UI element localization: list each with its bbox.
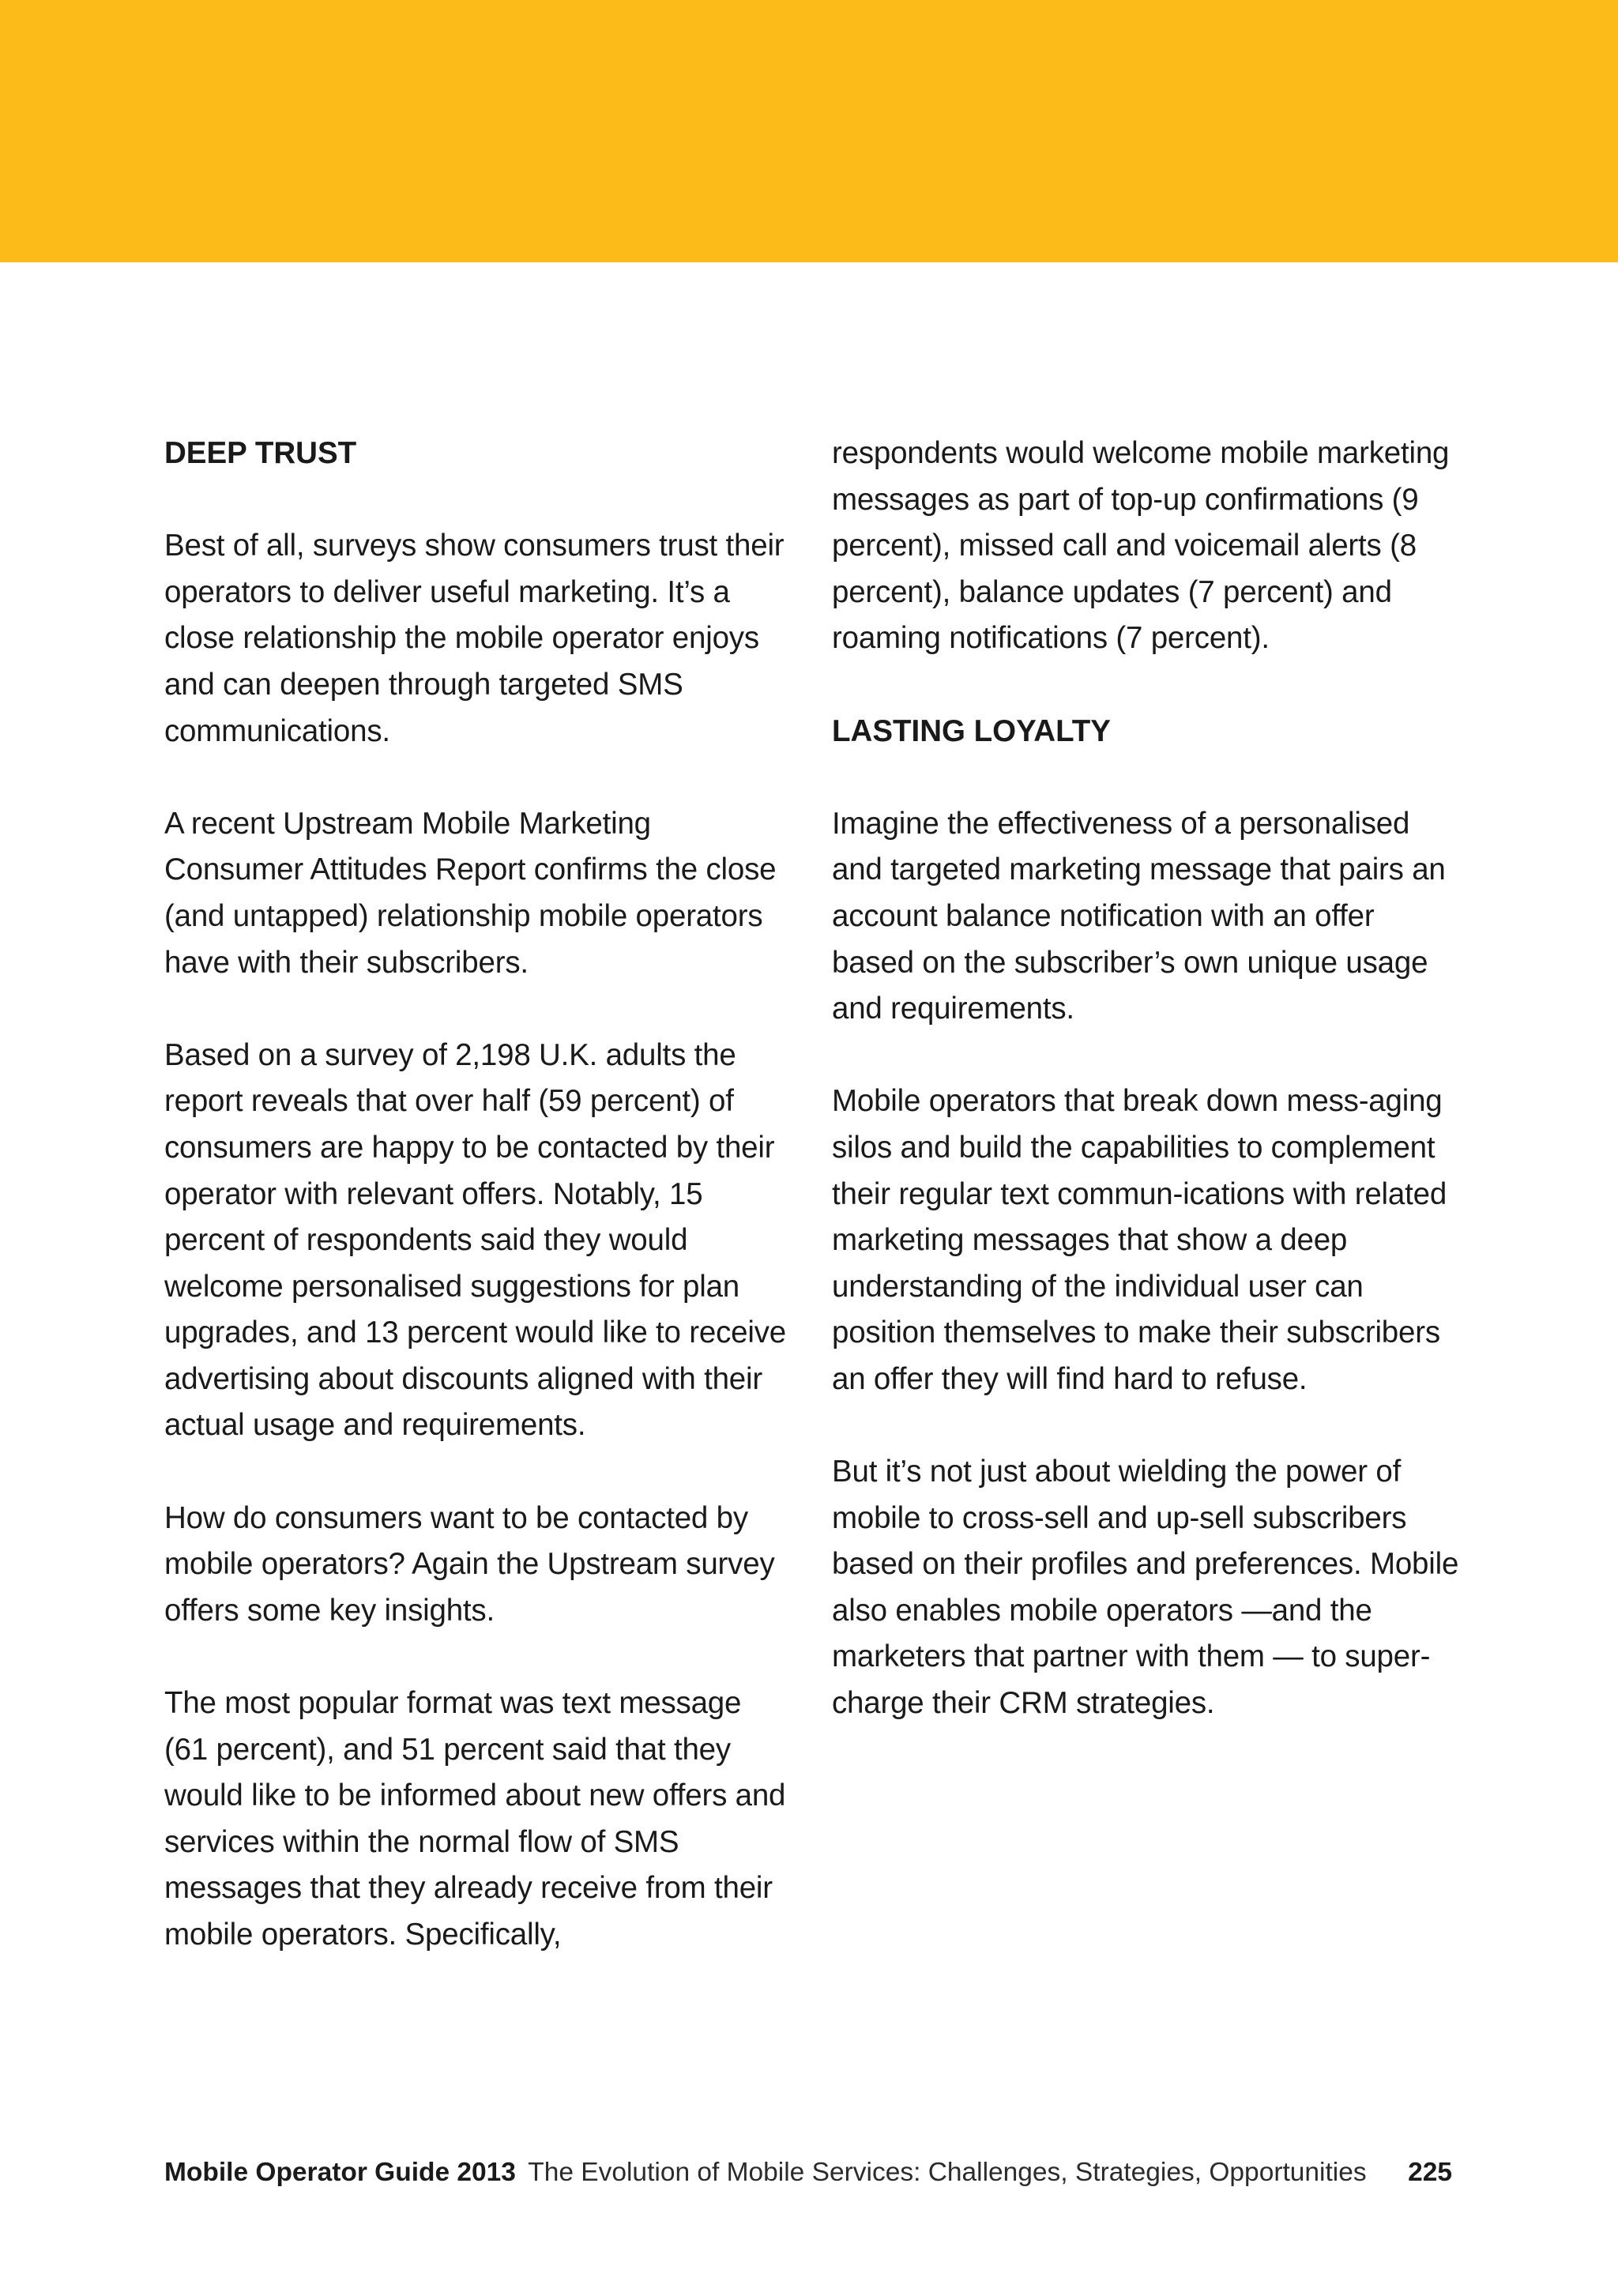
body-paragraph: Based on a survey of 2,198 U.K. adults the report reveals that over half (59 percent) of consumers are happy to be contacted by their operator with relevant offers. Notably, 15 percent of respondents said they would welcome personalised suggestions for plan upgrades, and 13 percent would like to receive advertising about discounts aligned with their actual usage and requirements.: [164, 1037, 786, 1443]
body-paragraph: A recent Upstream Mobile Marketing Consumer Attitudes Report confirms the close (and untapped) relationship mobile operators have with their subscribers.: [164, 806, 777, 980]
body-paragraph: But it’s not just about wielding the power of mobile to cross-sell and up-sell subscribers based on their profiles and preferences. Mobile also enables mobile operators —and the marketers that partner with them — to super-charge their CRM strategies.: [832, 1455, 1459, 1721]
header-band: [0, 0, 1618, 262]
section-heading-lasting-loyalty: LASTING LOYALTY: [832, 713, 1111, 748]
body-paragraph: Best of all, surveys show consumers trust their operators to deliver useful marketing. It’s a close relationship the mobile operator enjoys and can deepen through targeted SMS communications.: [164, 529, 785, 748]
body-paragraph: The most popular format was text message (61 percent), and 51 percent said that they would like to be informed about new offers and services within the normal flow of SMS messages that they already receive from their mobile operators. Specifically,: [164, 1686, 786, 1952]
footer-publication-title: Mobile Operator Guide 2013: [164, 2158, 516, 2187]
body-paragraph: How do consumers want to be contacted by mobile operators? Again the Upstream survey offers some key insights.: [164, 1500, 775, 1628]
footer-subtitle: The Evolution of Mobile Services: Challenges, Strategies, Opportunities: [528, 2158, 1367, 2187]
section-heading-deep-trust: DEEP TRUST: [164, 436, 357, 470]
right-column: [832, 431, 1464, 1773]
body-paragraph: Imagine the effectiveness of a personalised and targeted marketing message that pairs an account balance notification with an offer based on the subscriber’s own unique usage and requirements.: [832, 806, 1446, 1026]
page-footer: [164, 2155, 1452, 2190]
continued-paragraph: respondents would welcome mobile marketing messages as part of top-up confirmations (9 percent), missed call and voicemail alerts (8 percent), balance updates (7 percent) and roaming notifications (7 percent).: [832, 436, 1450, 656]
left-column: [164, 431, 788, 2004]
body-paragraph: Mobile operators that break down mess-aging silos and build the capabilities to complement their regular text commun-ications with related marketing messages that show a deep understanding of the individual user can position themselves to make their subscribers an offer they will find hard to refuse.: [832, 1084, 1447, 1396]
page-number: 225: [1408, 2158, 1452, 2187]
